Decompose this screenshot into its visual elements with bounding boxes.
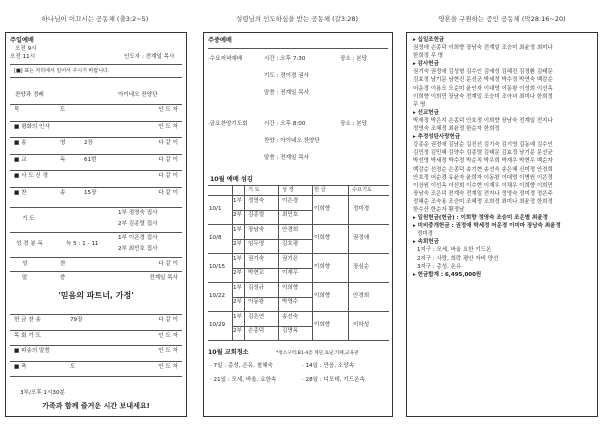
sermon-l: 말	[22, 275, 28, 281]
sermon-r: 전계일 목사	[149, 275, 178, 281]
offering-names: 박세정 박은지 손종덕 안호정 이희향 장남숙 전계일 전지나	[413, 117, 553, 124]
offering-names: 어운경 이용오 오순미 윤인자 이대영 이동왕 이성희 이선옥	[413, 85, 553, 92]
offering-heading: ▸ 선교헌금	[413, 109, 439, 116]
order-item-leader: 인 도 자	[158, 363, 178, 370]
clean-note: *청소구역:B1-4층 계단,로당,카페,교육관	[276, 351, 359, 356]
service-title: 주일예배	[10, 37, 34, 44]
order-item-label: ■ 사 도 신 경	[14, 173, 49, 180]
slogan: 가족과 함께 즐거운 시간 보내세요!	[42, 402, 150, 410]
scripture-ref: 눅 5 : 1 - 11	[66, 241, 99, 247]
offering-names: 이희향 이희민 장남숙 전계일 조승미 조아녀 최미나 한희정	[413, 93, 553, 100]
duty-date: 10/22	[209, 293, 226, 299]
order-item-mid: 도	[70, 363, 76, 370]
duty-offering: 이희향	[314, 322, 331, 328]
duty-scripture: 이재우	[282, 270, 299, 276]
midweek-title: 주중예배	[208, 37, 232, 44]
duty-scripture: 최민호	[282, 212, 299, 218]
duty-scripture: 김명옥	[282, 328, 299, 334]
order-item-leader: 인 도 자	[158, 332, 178, 339]
offerings-box	[406, 32, 598, 417]
order-item-hymn: 61번	[84, 156, 97, 163]
order-item-label: ■ 찬	[14, 190, 27, 196]
offering-heading: ▸ 감사헌금	[413, 61, 439, 68]
duty-scripture: 안경희	[282, 227, 299, 233]
duty-shift: 2부	[233, 328, 242, 334]
offering-names: 한수산 한순자 황정남	[413, 206, 465, 213]
offering-names: 강종운 권정애 김남순 김진선 김기숙 김기영 김동예 김수인	[413, 142, 553, 149]
duty-scripture: 이은경	[282, 198, 299, 204]
offering-names: 무 명	[413, 101, 426, 108]
offering-names: 한희정 무 명	[413, 53, 444, 60]
col1-title: 하나님이 이끄시는 공동체 (출3:2~5)	[41, 15, 149, 23]
order-item-mid: 송	[60, 190, 66, 196]
offering-names: 2지구 : 사랑, 희락 평안 자비 양선	[417, 255, 499, 262]
order-item-leader: 인 도 자	[158, 123, 178, 130]
prayer-2: 2부 김종렬 집사	[118, 221, 158, 227]
col3-title: 영혼을 구원하는 증인 공동체 (막28:16~20)	[438, 15, 566, 23]
duty-prayer: 박현교	[248, 270, 265, 276]
duty-prayer: 임두영	[248, 241, 265, 247]
leader-label: 인도자 : 전계일 목사	[124, 54, 175, 60]
prayer-1: 1부 정영숙 집사	[118, 210, 158, 216]
clean-title: 10월 교회청소	[208, 349, 249, 356]
duty-shift: 2부	[233, 212, 242, 218]
order-item-mid: 영	[60, 140, 66, 147]
stand-note: [■] 표는 자리에서 일어서 주시기 바랍니다.	[14, 68, 110, 74]
order-item-leader: 다 같 이	[158, 173, 178, 180]
offering-names: 정영숙 조혜정 최윤정 한순자 한희정	[413, 126, 500, 133]
order-item-leader: 다 같 이	[158, 156, 178, 163]
order-item-hymn: 15장	[84, 190, 97, 196]
hymn-header-left: 찬양과 경배	[15, 92, 44, 98]
offering-heading: ▸ 추정성탄사랑헌금	[413, 134, 461, 141]
column-worship-order	[0, 0, 190, 424]
duty-header: 헌 금	[314, 187, 326, 193]
offering-names: 정미경	[417, 231, 433, 238]
duty-date: 10/29	[209, 322, 226, 328]
order-item-label: ■ 평화의 인사	[14, 123, 50, 130]
clean-3: · 21일 : 모세, 바울, 요한속	[210, 377, 277, 383]
offering-names: 박선영 박세정 박수정 박순직 박우희 박재우 박현우 백순자	[413, 158, 553, 165]
service-time-2: 오전 11시	[10, 54, 36, 60]
duty-prayer: 김종렬	[248, 212, 265, 218]
duty-header: 기 도	[248, 187, 260, 193]
duty-prayer: 김은연	[248, 314, 265, 320]
clean-1: · 7일 : 총성, 은유, 철혜숙	[210, 363, 273, 369]
duty-scripture: 권기은	[282, 256, 299, 262]
prayer-label: 기 도	[22, 216, 35, 222]
offering-names: 김효정 남기문 남현진 문선군 박세정 박수정 박연숙 백감순	[413, 77, 553, 84]
fri-time: 시간 : 오후 8:00	[264, 121, 306, 127]
wed-place: 장소 : 본당	[340, 56, 368, 62]
midweek-box	[203, 32, 393, 417]
order-item-mid: 독	[60, 156, 66, 163]
wed-time: 시간 : 오후 7:30	[264, 56, 306, 62]
order-item-leader: 다 같 이	[158, 140, 178, 147]
col2-title: 성령님의 인도하심을 받는 공동체 (갈3:28)	[235, 15, 359, 23]
offering-names: 3지구 : 총성, 온유	[417, 263, 462, 270]
duty-offering: 이희향	[314, 293, 331, 299]
order-item-leader: 다 같 이	[158, 190, 178, 196]
order-item-hymn: 2장	[84, 140, 93, 147]
duty-offering: 이희향	[314, 206, 331, 212]
column-offerings	[404, 0, 600, 424]
duty-shift: 1부	[233, 314, 242, 320]
fri-sermon: 말씀 : 전계일 목사	[264, 155, 310, 161]
sermon-title: '믿음의 파트너, 가정'	[58, 291, 134, 300]
offering-names: 장남숙 조은덕 전계숙 전계일 전지나 정영숙 정미경 정은주	[413, 190, 553, 197]
order-item-mid: 79장	[70, 317, 83, 323]
duty-prayer: 장남숙	[248, 227, 265, 233]
order-item-label: ■ 교	[14, 156, 27, 163]
duty-shift: 1부	[233, 285, 242, 291]
service-time-1: 오전 9시	[15, 46, 37, 52]
offering-heading: ▸ 속회헌금	[413, 239, 439, 246]
clean-4: · 28일 : 디모데, 기드온속	[302, 377, 365, 383]
duty-header: 성 경	[282, 187, 294, 193]
offering-names: 김민정 김민혜 김양수 김종렬 김태문 김효정 남기문 문선균	[413, 150, 553, 157]
offering-names: 1지구 : 모세, 바울 요한 기드온	[417, 247, 492, 254]
clean-2: · 14일 : 만음, 소망속	[302, 363, 355, 369]
duty-prayer: 김성규	[248, 285, 265, 291]
duty-shift: 1부	[233, 256, 242, 262]
fri-label: ·금요찬양기도회	[208, 121, 248, 127]
offering-heading: ▸ 일원헌금(헌금) : 이희향 정영숙 조승미 조은별 최윤정	[413, 215, 548, 222]
order-item-mid: 도	[60, 107, 66, 113]
offering-heading: ▸ 십일조헌금	[413, 37, 445, 43]
duty-prayer: 이동왕	[248, 299, 265, 305]
duty-shift: 2부	[233, 299, 242, 305]
duty-date: 10/15	[209, 264, 226, 270]
order-item-leader: 인 도 자	[158, 348, 178, 354]
choir-m: 찬	[60, 261, 66, 267]
duty-title: 10월 예배 섬김	[210, 176, 253, 183]
duty-scripture: 박영수	[282, 299, 299, 305]
wed-label: ·수요저녁예배	[208, 56, 243, 62]
order-item-label: ■ 축	[14, 363, 27, 370]
duty-header: 수요기도	[352, 187, 373, 193]
duty-scripture: 이희향	[282, 285, 299, 291]
order-item-label: 묵	[14, 107, 20, 113]
order-item-label: 목 회 기 도	[14, 332, 41, 339]
duty-shift: 1부	[233, 227, 242, 233]
offering-list	[413, 36, 599, 279]
duty-wednesday: 안경희	[353, 293, 370, 299]
fri-place: 장소 : 본당	[340, 121, 368, 127]
choir-l: 성	[22, 261, 28, 267]
offering-heading: ▸ 헌금합계 : 6,495,000원	[413, 271, 482, 278]
choir-r: 다 같 이	[158, 261, 178, 267]
duty-offering: 이희향	[314, 235, 331, 241]
duty-shift: 2부	[233, 241, 242, 247]
duty-wednesday: 장심순	[353, 264, 370, 270]
wed-prayer: 기도 : 정이경 권사	[264, 73, 310, 79]
column-midweek	[200, 0, 394, 424]
offering-names: 정혜순 조숙용 조승미 조혜정 조희정 최미나 최윤정 한희정	[413, 198, 553, 205]
duty-shift: 2부	[233, 270, 242, 276]
duty-offering: 이희향	[314, 264, 331, 270]
order-item-label: ■ 파송의 말씀	[14, 348, 50, 354]
fri-praise: 찬양 : 아이네오 찬양단	[264, 138, 320, 144]
offering-names: 안호정 어순경 유윤자 윤희자 이동왕 이대영 이병원 이은정	[413, 174, 553, 181]
worship-order-box	[5, 32, 187, 417]
offering-names: 백감순 선정순 손종덕 송기현 송선숙 송은혜 신미정 안정희	[413, 166, 553, 173]
order-item-label: ■ 송	[14, 140, 27, 147]
sermon-m: 씀	[60, 275, 66, 281]
duty-scripture: 송선숙	[282, 314, 299, 320]
duty-date: 10/1	[209, 206, 222, 212]
offering-heading: ▸ 미비중개헌금 : 권정애 박세정 어운경 이미마 장남숙 최윤정	[413, 223, 561, 230]
duty-wednesday: 이하성	[353, 322, 370, 328]
duty-prayer: 손종덕	[248, 328, 265, 334]
afternoon-service: 3부/오후 1시30분	[20, 390, 65, 396]
wed-sermon: 말씀 : 전계일 목사	[264, 90, 310, 96]
offering-names: 권기숙 권정애 김성형 김수인 김애성 김혜진 김정환 김태문	[413, 69, 553, 76]
scripture-1: 1부 이은경 집사	[118, 235, 158, 241]
order-item-label: 헌 금 찬 송	[14, 317, 41, 323]
duty-prayer: 정영숙	[248, 198, 265, 204]
duty-shift: 1부	[233, 198, 242, 204]
offering-names: 이상원 이선옥 이선희 이수현 이재우 이채우 이희향 이희민	[413, 182, 553, 189]
offering-names: 권정애 손종덕 이희향 장남숙 전계일 조승미 최윤정 최미나	[413, 45, 553, 52]
duty-date: 10/8	[209, 235, 222, 241]
duty-prayer: 권기숙	[248, 256, 265, 262]
duty-wednesday: 권정애	[353, 235, 370, 241]
duty-scripture: 김호평	[282, 241, 299, 247]
order-item-leader: 다 같 이	[158, 317, 178, 323]
scripture-2: 2부 최민호 집사	[118, 246, 158, 252]
scripture-label: 성 경 봉 독	[16, 241, 43, 247]
hymn-header-right: 아이네오 찬양단	[118, 92, 158, 98]
duty-wednesday: 정미경	[353, 206, 370, 212]
order-item-leader: 인 도 자	[158, 107, 178, 113]
